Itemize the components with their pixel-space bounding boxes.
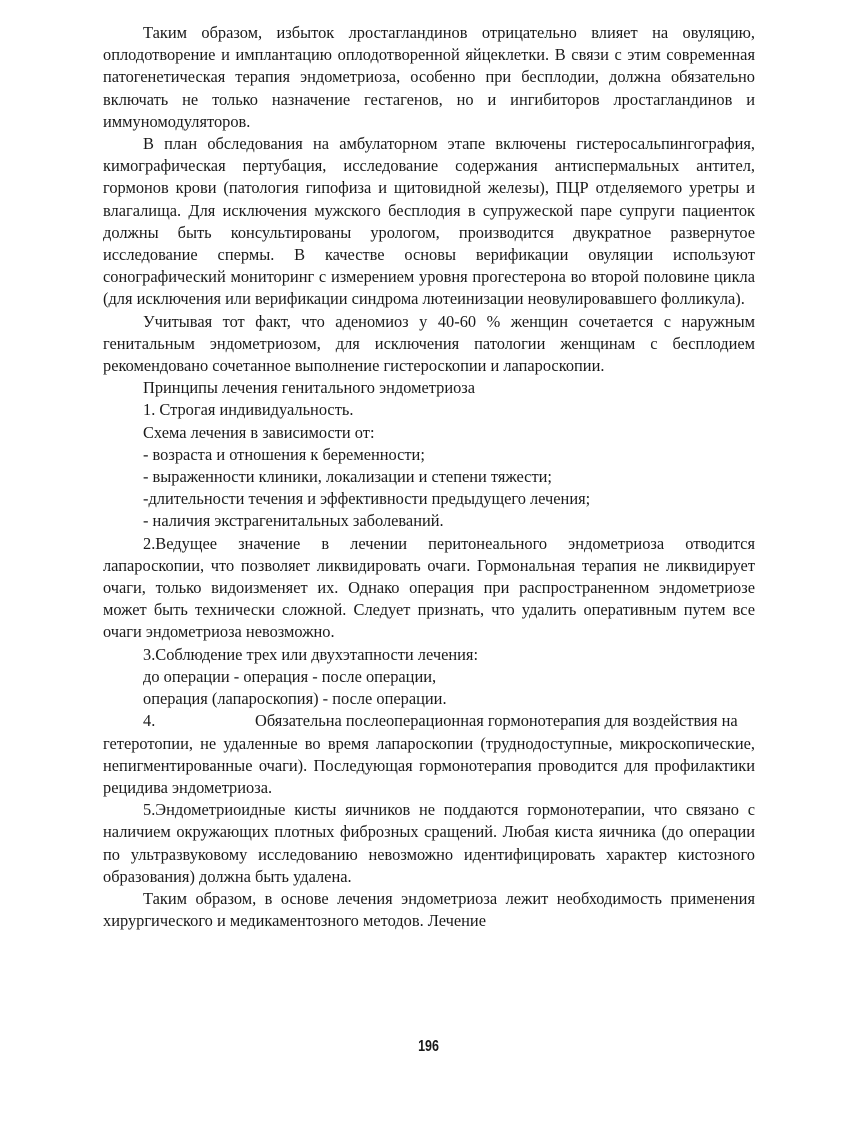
principle-item-4-continuation: гетеротопии, не удаленные во время лапароскопии (труднодоступные, микроскопические, непигментированные очаги). Последующая гормонотерапия проводится для профилактики рецидива эндометриоза. bbox=[103, 733, 755, 797]
principle-item-4-first-line bbox=[103, 710, 755, 732]
principle-item-3: 3.Соблюдение трех или двухэтапности лечения: bbox=[143, 644, 479, 664]
paragraph-examination-plan: В план обследования на амбулаторном этапе включены гистеросальпингография, кимографическая пертубация, исследование содержания антиспермальных антител, гормонов крови (патология гипофиза и щитовидной железы), ПЦР отделяемого уретры и влагалища. Для исключения мужского бесплодия в супружеской паре супруги пациенток должны быть консультированы урологом, производится двукратное развернутое исследование спермы. В качестве основы верификации овуляции используют сонографический мониторинг с измерением уровня прогестерона во второй половине цикла (для исключения или верификации синдрома лютеинизации неовулировавшего фолликула). bbox=[103, 134, 755, 309]
principle-item-2: 2.Ведущее значение в лечении перитонеального эндометриоза отводится лапароскопии, что позволяет ликвидировать очаги. Гормональная терапия не ликвидирует очаги, только видоизменяет их. Однако операция при распространенном эндометриозе может быть технически сложной. Следует признать, что удалить оперативным путем все очаги эндометриоза невозможно. bbox=[103, 533, 755, 642]
paragraph-prostaglandins: Таким образом, избыток лростагландинов отрицательно влияет на овуляцию, оплодотворение и имплантацию оплодотворенной яйцеклетки. В связи с этим современная патогенетическая терапия эндометриоза, особенно при бесплодии, должна обязательно включать не только назначение гестагенов, но и ингибиторов лростагландинов и иммуномодуляторов. bbox=[103, 23, 755, 131]
principle-item-5: 5.Эндометриоидные кисты яичников не поддаются гормонотерапии, что связано с наличием окружающих плотных фиброзных сращений. Любая киста яичника (до операции по ультразвуковому исследованию невозможно идентифицировать характер кистозного образования) должна быть удалена. bbox=[103, 800, 755, 886]
item-4-first-line-text: Обязательна послеоперационная гормонотерапия для воздействия на bbox=[255, 711, 738, 731]
stages-line-1: до операции - операция - после операции, bbox=[143, 666, 437, 686]
principles-heading: Принципы лечения генитального эндометриоза bbox=[143, 378, 476, 398]
scheme-list-item: - наличия экстрагенитальных заболеваний. bbox=[143, 511, 444, 531]
scheme-list-item: - выраженности клиники, локализации и степени тяжести; bbox=[143, 467, 552, 487]
scheme-list-item: -длительности течения и эффективности предыдущего лечения; bbox=[143, 489, 591, 509]
page-number: 196 bbox=[418, 1038, 439, 1055]
stages-line-2: операция (лапароскопия) - после операции. bbox=[143, 689, 447, 709]
item-4-number: 4. bbox=[143, 711, 156, 731]
scheme-list-item: - возраста и отношения к беременности; bbox=[143, 444, 425, 464]
scheme-heading: Схема лечения в зависимости от: bbox=[143, 422, 375, 442]
paragraph-adenomyosis: Учитывая тот факт, что аденомиоз у 40-60 % женщин сочетается с наружным генитальным эндометриозом, для исключения патологии женщинам с бесплодием рекомендовано сочетанное выполнение гистероскопии и лапароскопии. bbox=[103, 311, 755, 376]
page-body bbox=[103, 22, 755, 932]
paragraph-conclusion: Таким образом, в основе лечения эндометриоза лежит необходимость применения хирургического и медикаментозного методов. Лечение bbox=[103, 888, 755, 931]
principle-item-1: 1. Строгая индивидуальность. bbox=[143, 400, 354, 420]
